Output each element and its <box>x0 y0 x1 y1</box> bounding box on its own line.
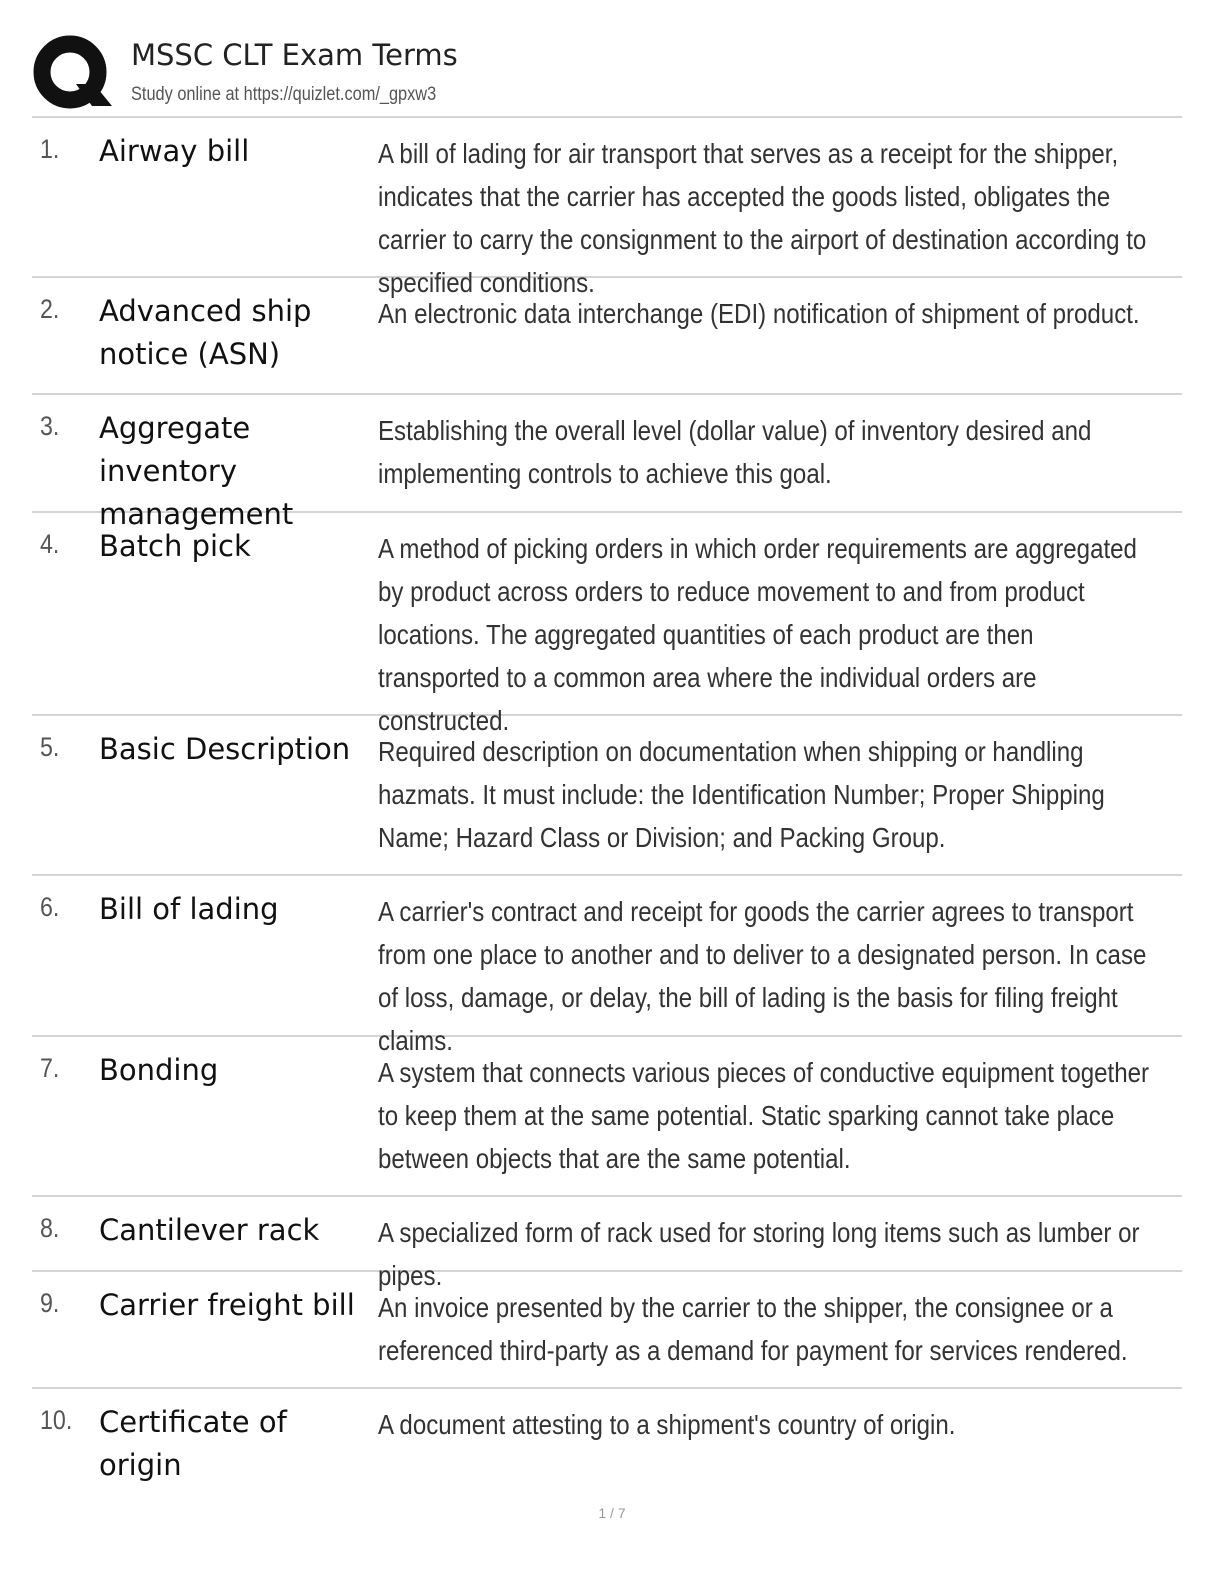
term-number: 5. <box>40 732 60 762</box>
term-name: Airway bill <box>99 134 250 168</box>
term-name: Certificate of origin <box>99 1405 287 1482</box>
term-number: 8. <box>40 1213 60 1243</box>
term-row <box>32 876 1182 1056</box>
term-name: Basic Description <box>99 732 351 766</box>
term-name: Aggregate inventory management <box>99 411 294 531</box>
term-row <box>32 716 1182 876</box>
term-number: 1. <box>40 134 60 164</box>
term-definition: A specialized form of rack used for storing long items such as lumber or pipes. <box>378 1217 1140 1291</box>
term-number: 7. <box>40 1053 60 1083</box>
term-name: Batch pick <box>99 529 251 563</box>
term-row <box>32 1197 1182 1291</box>
term-definition: A document attesting to a shipment's country of origin. <box>378 1409 956 1440</box>
term-definition: A system that connects various pieces of conductive equipment together to keep them at the same potential. Static sparking cannot take place between objects that are the same potential. <box>378 1057 1150 1174</box>
page-number: 1 / 7 <box>598 1505 626 1521</box>
term-row <box>32 1389 1182 1506</box>
term-row <box>32 278 1182 395</box>
term-definition: Required description on documentation when shipping or handling hazmats. It must include: the Identification Number; Proper Shipping Name; Hazard Class or Division; and Packing Group. <box>378 736 1105 853</box>
term-definition: A carrier's contract and receipt for goods the carrier agrees to transport from one place to another and to deliver to a designated person. In case of loss, damage, or delay, the bill of lading is the basis for filing freight claims. <box>378 896 1147 1056</box>
study-online-link[interactable]: Study online at https://quizlet.com/_gpxw3 <box>131 84 437 105</box>
term-definition: A method of picking orders in which order requirements are aggregated by product across orders to reduce movement to and from product locations. The aggregated quantities of each product are then transported to a common area where the individual orders are constructed. <box>378 533 1137 736</box>
term-name: Bill of lading <box>99 892 279 926</box>
term-row <box>32 1272 1182 1389</box>
term-definition: An electronic data interchange (EDI) notification of shipment of product. <box>378 298 1140 329</box>
term-row <box>32 1037 1182 1197</box>
term-name: Carrier freight bill <box>99 1288 355 1322</box>
term-number: 2. <box>40 294 60 324</box>
term-number: 4. <box>40 529 60 559</box>
document-title: MSSC CLT Exam Terms <box>131 38 458 72</box>
term-number: 6. <box>40 892 60 922</box>
term-row <box>32 513 1182 736</box>
term-row <box>32 118 1182 298</box>
term-definition: An invoice presented by the carrier to the shipper, the consignee or a referenced third-party as a demand for payment for services rendered. <box>378 1292 1128 1366</box>
term-name: Bonding <box>99 1053 219 1087</box>
term-name: Cantilever rack <box>99 1213 320 1247</box>
term-definition: A bill of lading for air transport that serves as a receipt for the shipper, indicates that the carrier has accepted the goods listed, obligates the carrier to carry the consignment to the airport of destination according to specified conditions. <box>378 138 1147 298</box>
terms-list <box>32 118 1182 1506</box>
term-number: 9. <box>40 1288 60 1318</box>
term-name: Advanced ship notice (ASN) <box>99 294 312 371</box>
quizlet-logo-icon <box>32 34 112 114</box>
term-number: 3. <box>40 411 60 441</box>
term-number: 10. <box>40 1405 73 1435</box>
page-header <box>32 30 1182 120</box>
term-row <box>32 395 1182 531</box>
term-definition: Establishing the overall level (dollar value) of inventory desired and implementing controls to achieve this goal. <box>378 415 1092 489</box>
